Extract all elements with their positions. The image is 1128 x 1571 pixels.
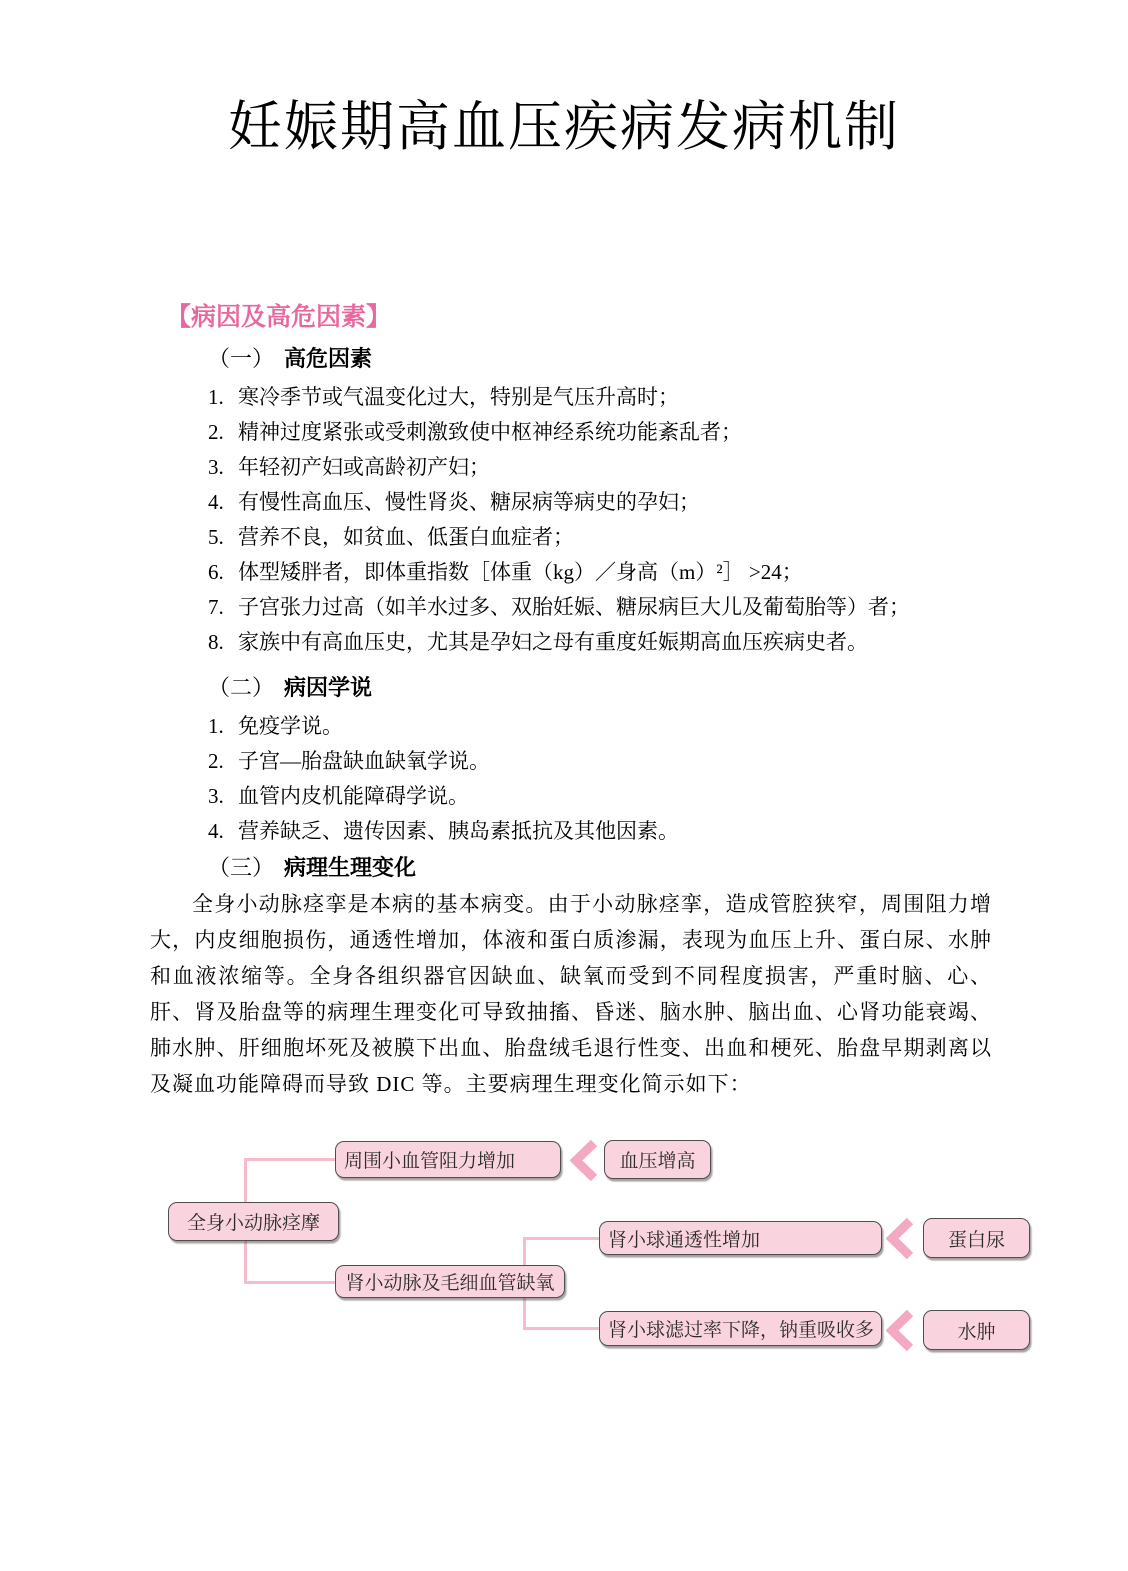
list-item (208, 744, 1016, 779)
list-item (208, 450, 1016, 485)
list-item (208, 625, 1016, 660)
connector-line (523, 1237, 600, 1240)
heading-number: （三） (208, 855, 275, 880)
list-item (208, 555, 1016, 590)
heading-number: （一） (208, 346, 275, 371)
heading-text: 病理生理变化 (284, 855, 417, 880)
list-item-number: 5. (208, 525, 224, 549)
connector-line (523, 1327, 600, 1330)
connector-line (244, 1158, 336, 1161)
flowchart-node-renal-hypoxia: 肾小动脉及毛细血管缺氧 (335, 1265, 565, 1298)
list-item-number: 2. (208, 420, 224, 444)
list-item-text: 营养缺乏、遗传因素、胰岛素抵抗及其他因素。 (238, 819, 679, 843)
chevron-left-icon (570, 1140, 597, 1181)
list-item-number: 8. (208, 630, 224, 654)
heading-pathophysiology (208, 853, 1016, 883)
list-item-text: 家族中有高血压史，尤其是孕妇之母有重度妊娠期高血压疾病史者。 (238, 630, 868, 654)
list-item (208, 709, 1016, 744)
list-item-number: 3. (208, 455, 224, 479)
list-item-number: 6. (208, 560, 224, 584)
list-item (208, 380, 1016, 415)
list-item-number: 1. (208, 714, 224, 738)
heading-risk-factors (208, 344, 1016, 374)
chevron-left-icon (886, 1218, 913, 1259)
heading-number: （二） (208, 675, 275, 700)
list-item-number: 7. (208, 595, 224, 619)
list-item-text: 有慢性高血压、慢性肾炎、糖尿病等病史的孕妇； (238, 490, 700, 514)
flowchart-node-arteriolar-spasm: 全身小动脉痉摩 (168, 1202, 339, 1241)
list-item (208, 814, 1016, 849)
flowchart-node-filtration-drop: 肾小球滤过率下降，钠重吸收多 (599, 1311, 882, 1346)
list-item-text: 营养不良，如贫血、低蛋白血症者； (238, 525, 574, 549)
list-item-text: 子宫张力过高（如羊水过多、双胎妊娠、糖尿病巨大儿及葡萄胎等）者； (238, 595, 910, 619)
flowchart-node-peripheral-resistance: 周围小血管阻力增加 (335, 1141, 561, 1178)
heading-text: 高危因素 (284, 346, 373, 371)
pathophysiology-paragraph: 全身小动脉痉挛是本病的基本病变。由于小动脉痉挛，造成管腔狭窄，周围阻力增大，内皮细胞损伤，通透性增加，体液和蛋白质渗漏，表现为血压上升、蛋白尿、水肿和血液浓缩等。全身各组织器官因缺血、缺氧而受到不同程度损害，严重时脑、心、肝、肾及胎盘等的病理生理变化可导致抽搐、昏迷、脑水肿、脑出血、心肾功能衰竭、肺水肿、肝细胞坏死及被膜下出血、胎盘绒毛退行性变、出血和梗死、胎盘早期剥离以及凝血功能障碍而导致 DIC 等。主要病理生理变化简示如下： (150, 892, 992, 1096)
list-item-number: 4. (208, 819, 224, 843)
list-item-text: 子宫—胎盘缺血缺氧学说。 (238, 749, 490, 773)
document-body (150, 344, 1016, 1102)
etiology-list (208, 709, 1016, 849)
list-item-number: 2. (208, 749, 224, 773)
heading-text: 病因学说 (284, 675, 373, 700)
flowchart-node-edema: 水肿 (923, 1310, 1030, 1350)
flowchart-node-blood-pressure: 血压增高 (604, 1140, 711, 1179)
heading-etiology (208, 673, 1016, 703)
chevron-left-icon (886, 1310, 913, 1351)
flowchart-node-proteinuria: 蛋白尿 (923, 1218, 1030, 1258)
list-item-text: 血管内皮机能障碍学说。 (238, 784, 469, 808)
list-item-text: 免疫学说。 (238, 714, 343, 738)
list-item-text: 年轻初产妇或高龄初产妇； (238, 455, 490, 479)
list-item-text: 精神过度紧张或受刺激致使中枢神经系统功能紊乱者； (238, 420, 742, 444)
list-item (208, 779, 1016, 814)
page-title: 妊娠期高血压疾病发病机制 (228, 97, 900, 157)
section-header: 【病因及高危因素】 (166, 303, 392, 331)
connector-line (244, 1281, 336, 1284)
list-item (208, 520, 1016, 555)
list-item (208, 590, 1016, 625)
list-item-text: 寒冷季节或气温变化过大，特别是气压升高时； (238, 385, 679, 409)
risk-factor-list (208, 380, 1016, 660)
flowchart-node-glomerular-permeability: 肾小球通透性增加 (599, 1221, 882, 1255)
list-item-number: 4. (208, 490, 224, 514)
list-item-number: 1. (208, 385, 224, 409)
list-item-number: 3. (208, 784, 224, 808)
list-item (208, 415, 1016, 450)
list-item-text: 体型矮胖者，即体重指数［体重（kg）／身高（m）²］ >24； (238, 560, 803, 584)
list-item (208, 485, 1016, 520)
